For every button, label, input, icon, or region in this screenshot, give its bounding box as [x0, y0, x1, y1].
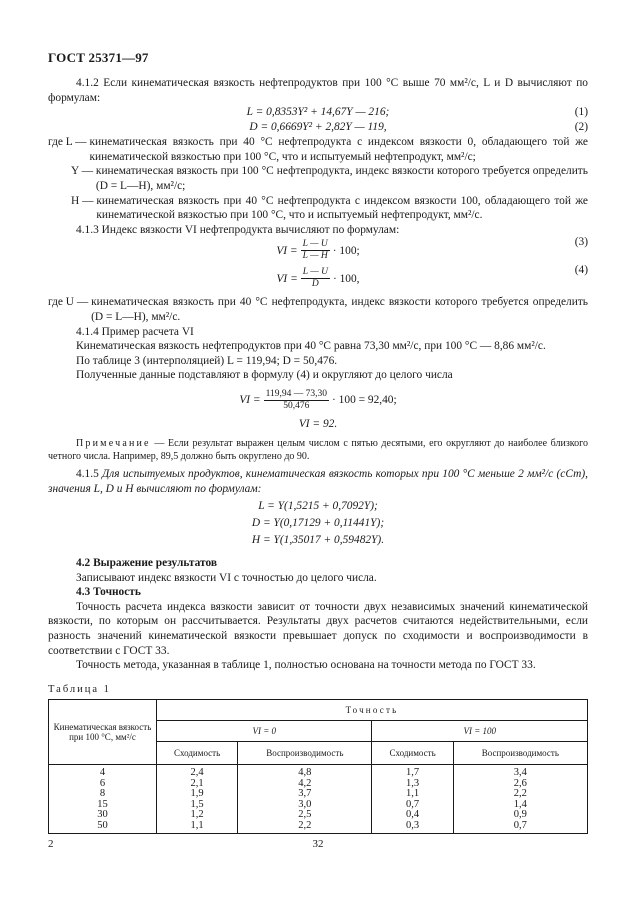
- definition-U-text: кинематическая вязкость при 40 °С нефтепродукта, индекс вязкости которого требуется определить (D = L—H), мм²/с.: [91, 296, 588, 323]
- table-1-caption: Таблица 1: [48, 683, 111, 695]
- table-cell: 0,3: [372, 821, 453, 834]
- definition-Y: [48, 164, 588, 193]
- section-4-1-4-p3: Полученные данные подставляют в формулу (4) и округляют до целого числа: [76, 369, 453, 382]
- table-cell: 3,0: [238, 800, 372, 811]
- formula-3: [48, 236, 588, 267]
- formula-H-small-text: H = Y(1,35017 + 0,59482Y).: [251, 534, 385, 547]
- section-4-1-5: [48, 467, 588, 496]
- table-row: [49, 779, 588, 790]
- table-cell: 1,1: [157, 821, 238, 834]
- section-4-1-4-title: 4.1.4 Пример расчета VI: [76, 325, 194, 338]
- table-row: [49, 810, 588, 821]
- section-4-1-5-number: 4.1.5: [76, 467, 103, 480]
- document-header: ГОСТ 25371—97: [48, 50, 149, 65]
- definition-H-term: H —: [71, 194, 94, 207]
- table-cell: 2,1: [157, 779, 238, 790]
- table-cell: 4: [49, 765, 157, 779]
- note: [48, 437, 588, 463]
- table-1-col-repr-vi0: Воспроизводимость: [238, 742, 372, 765]
- table-row: [49, 800, 588, 811]
- example-formula: [48, 389, 588, 417]
- table-1-col-repr-vi100: Воспроизводимость: [453, 742, 587, 765]
- table-row: [49, 789, 588, 800]
- formula-L-small-text: L = Y(1,5215 + 0,7092Y);: [258, 500, 378, 513]
- example-result-text: VI = 92.: [298, 417, 338, 430]
- definition-L: [48, 135, 588, 164]
- formula-4: [48, 264, 588, 295]
- note-text: — Если результат выражен целым числом с пятью десятыми, его округляют до наиболее близкого четного числа. Например, 89,5 должно быть округлено до 90.: [48, 437, 588, 462]
- table-cell: 2,2: [238, 821, 372, 834]
- table-cell: 1,5: [157, 800, 238, 811]
- example-formula-rhs: · 100 = 92,40;: [332, 394, 397, 407]
- table-cell: 0,4: [372, 810, 453, 821]
- table-cell: 3,4: [453, 765, 587, 779]
- table-cell: 1,4: [453, 800, 587, 811]
- example-formula-denominator: 50,476: [283, 400, 310, 411]
- page-number-center: 32: [312, 838, 324, 850]
- formula-3-fraction: [301, 239, 330, 262]
- table-cell: 15: [49, 800, 157, 811]
- formula-H-small: [48, 533, 588, 548]
- table-1-vi0-header: VI = 0: [157, 721, 372, 742]
- section-4-3-title: 4.3 Точность: [76, 586, 141, 599]
- formula-3-rhs: · 100;: [332, 244, 360, 257]
- definition-U: [48, 295, 588, 324]
- table-1-col-conv-vi0: Сходимость: [157, 742, 238, 765]
- formula-3-numerator: L — U: [302, 239, 328, 250]
- table-cell: 2,2: [453, 789, 587, 800]
- formula-4-denominator: D: [311, 279, 319, 290]
- table-cell: 1,7: [372, 765, 453, 779]
- table-cell: 50: [49, 821, 157, 834]
- table-cell: 8: [49, 789, 157, 800]
- formula-D-small: [48, 516, 588, 531]
- table-1-group-header: Точность: [157, 700, 588, 721]
- definition-L-text: кинематическая вязкость при 40 °С нефтепродукта с индексом вязкости 0, обладающего той же кинематической вязкостью при 100 °С, что и испытуемый нефтепродукт, мм²/с;: [89, 136, 588, 163]
- section-4-1-5-text: Для испытуемых продуктов, кинематическая вязкость которых при 100 °С меньше 2 мм²/с (сСт), значения L, D и H вычисляют по формулам:: [48, 467, 588, 495]
- section-4-1-4-p1: Кинематическая вязкость нефтепродуктов при 40 °С равна 73,30 мм²/с, при 100 °С — 8,86 мм²/с.: [76, 340, 546, 353]
- formula-1: [48, 105, 588, 120]
- formula-4-numerator: L — U: [302, 267, 328, 278]
- table-1-col-conv-vi100: Сходимость: [372, 742, 453, 765]
- section-4-3-p1: Точность расчета индекса вязкости зависит от точности двух независимых значений кинематической вязкости, по которым он рассчитывается. Результаты двух расчетов считаются недействительными, если разность значений кинематической вязкости превышает допуск по сходимости и воспроизводимости в соответствии с ГОСТ 33.: [48, 600, 588, 657]
- table-cell: 3,7: [238, 789, 372, 800]
- table-cell: 0,9: [453, 810, 587, 821]
- example-formula-fraction: [264, 389, 329, 412]
- definition-Y-term: Y —: [71, 165, 94, 178]
- section-4-2-text: Записывают индекс вязкости VI с точностью до целого числа.: [76, 571, 377, 584]
- table-cell: 4,8: [238, 765, 372, 779]
- page-content: [48, 76, 588, 834]
- table-cell: 0,7: [453, 821, 587, 834]
- definition-H: [48, 194, 588, 223]
- formula-D-small-text: D = Y(0,17129 + 0,11441Y);: [251, 517, 385, 530]
- note-label: Примечание: [76, 437, 151, 449]
- table-cell: 0,7: [372, 800, 453, 811]
- table-cell: 1,1: [372, 789, 453, 800]
- formula-4-rhs: · 100,: [332, 272, 360, 285]
- formula-4-fraction: [301, 267, 330, 290]
- formula-L-small: [48, 499, 588, 514]
- formula-2: [48, 120, 588, 135]
- page-number-left: 2: [48, 838, 54, 850]
- formula-3-denominator: L — H: [302, 251, 328, 262]
- formula-3-number: (3): [574, 236, 588, 249]
- table-1-corner-header: Кинематическая вязкость при 100 °С, мм²/с: [49, 700, 157, 765]
- example-formula-lhs: VI =: [239, 394, 261, 407]
- formula-4-number: (4): [574, 264, 588, 277]
- definition-L-term: где L —: [48, 136, 87, 149]
- section-4-2-title: 4.2 Выражение результатов: [76, 557, 218, 570]
- table-1-vi100-header: VI = 100: [372, 721, 588, 742]
- example-result: [48, 417, 588, 432]
- table-cell: 6: [49, 779, 157, 790]
- definition-Y-text: кинематическая вязкость при 100 °С нефтепродукта, индекс вязкости которого требуется определить (D = L—H), мм²/с;: [95, 165, 588, 192]
- table-cell: 2,5: [238, 810, 372, 821]
- example-formula-numerator: 119,94 — 73,30: [265, 388, 328, 399]
- formula-1-text: L = 0,8353Y² + 14,67Y — 216;: [246, 106, 390, 119]
- formula-2-text: D = 0,6669Y² + 2,82Y — 119,: [249, 121, 387, 134]
- table-cell: 1,3: [372, 779, 453, 790]
- section-4-1-3-intro: 4.1.3 Индекс вязкости VI нефтепродукта вычисляют по формулам:: [76, 223, 400, 236]
- table-cell: 1,2: [157, 810, 238, 821]
- table-cell: 4,2: [238, 779, 372, 790]
- table-row: [49, 765, 588, 779]
- definition-H-text: кинематическая вязкость при 40 °С нефтепродукта с индексом вязкости 100, обладающего той же кинематической вязкостью при 100 °С, что и испытуемый нефтепродукт, мм²/с.: [96, 194, 588, 222]
- formula-1-number: (1): [574, 106, 588, 119]
- table-row: [49, 821, 588, 834]
- section-4-3-p2: Точность метода, указанная в таблице 1, полностью основана на точности метода по ГОСТ 33.: [76, 659, 536, 672]
- formula-3-lhs: VI =: [276, 244, 298, 257]
- table-cell: 30: [49, 810, 157, 821]
- table-cell: 1,9: [157, 789, 238, 800]
- section-4-1-2-intro: 4.1.2 Если кинематическая вязкость нефтепродуктов при 100 °С выше 70 мм²/с, L и D вычисляют по формулам:: [48, 77, 588, 104]
- formula-4-lhs: VI =: [276, 272, 298, 285]
- table-cell: 2,4: [157, 765, 238, 779]
- table-1: [48, 699, 588, 834]
- definition-U-term: где U —: [48, 296, 89, 309]
- section-4-1-4-p2: По таблице 3 (интерполяцией) L = 119,94; D = 50,476.: [76, 354, 338, 367]
- formula-2-number: (2): [574, 121, 588, 134]
- table-cell: 2,6: [453, 779, 587, 790]
